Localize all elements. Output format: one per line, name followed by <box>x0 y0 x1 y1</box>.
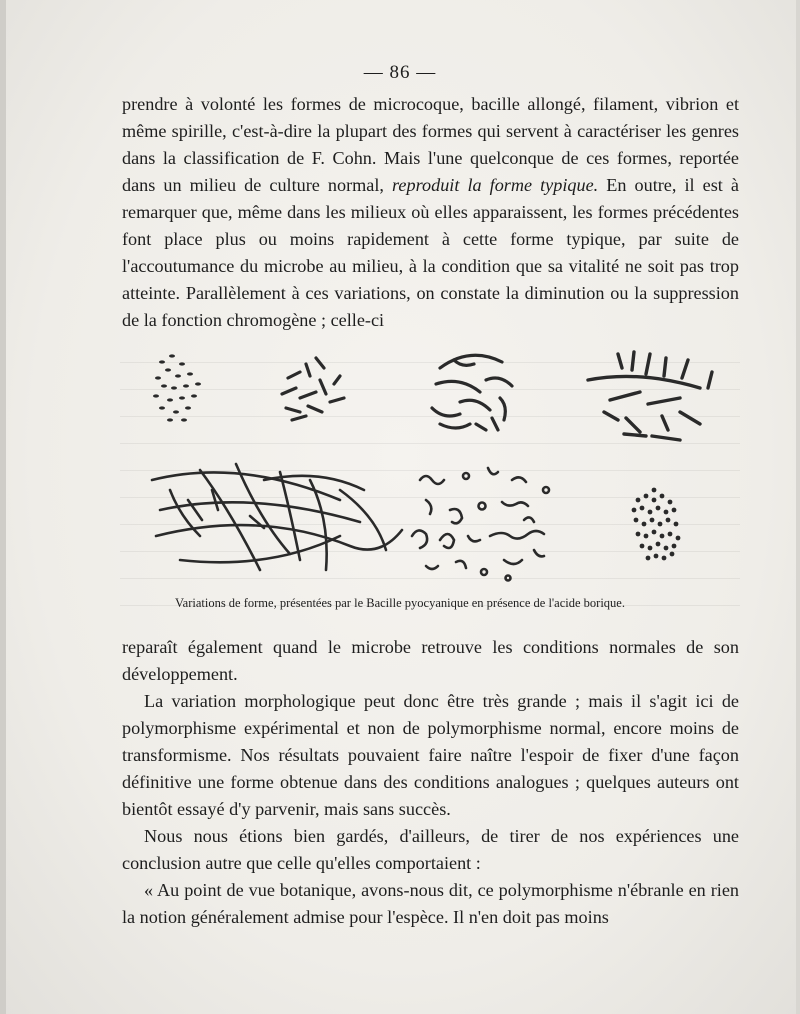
quote-paragraph: « Au point de vue botanique, avons-nous dit, ce polymorphisme n'ébranle en rien la notion généralement admise pour l'espèce. Il n'en doit pas moins <box>122 880 739 927</box>
emphasized-phrase: reproduit la forme typique. <box>392 175 599 195</box>
paragraph-text-start: prendre à volonté les formes de microcoque, bacille allongé, filament, vibrion et même spirille, c'est-à-dire la plupart des formes qui servent à caractériser les genres dans la classification de F. Cohn. Mais l'une quelconque de ces formes, reportée dans un milieu de culture normal, <box>122 94 739 195</box>
paragraph-text-end: En outre, il est à remarquer que, même dans les milieux où elles apparaissent, les formes précédentes font place plus ou moins rapidement à cette forme typique, par suite de l'accoutumance du microbe au milieu, à la condition que sa vitalité ne soit pas trop atteinte. Parallèlement à ces variations, on constate la diminution ou la suppression de la fonction chromogène ; celle-ci <box>122 175 739 330</box>
page-edge-shadow-right <box>796 0 800 1014</box>
vibrio-cluster <box>432 355 512 430</box>
spirilla-cluster <box>412 468 549 581</box>
long-bacilli-cluster <box>588 352 712 440</box>
figure-caption: Variations de forme, présentées par le Bacille pyocyanique en présence de l'acide borique. <box>175 596 625 610</box>
paragraphs-bottom <box>122 634 739 931</box>
paragraph: Nous nous étions bien gardés, d'ailleurs, de tirer de nos expériences une conclusion autre que celle qu'elles comportaient : <box>122 826 739 873</box>
paragraph-top <box>122 91 739 334</box>
short-rod-cluster <box>282 358 344 420</box>
bacteria-figure <box>140 340 740 595</box>
filament-cluster <box>152 464 402 570</box>
page-edge-shadow <box>0 0 6 1014</box>
bacteria-illustration <box>140 340 740 595</box>
dense-micrococcus-cluster <box>632 488 681 561</box>
paragraph: reparaît également quand le microbe retrouve les conditions normales de son développement. <box>122 637 739 684</box>
page-number: — 86 — <box>363 62 437 83</box>
paragraph: La variation morphologique peut donc être très grande ; mais il s'agit ici de polymorphisme expérimental et non de polymorphisme normal, encore moins de transformisme. Nos résultats pouvaient faire naître l'espoir de fixer d'une façon définitive une forme obtenue dans des conditions analogues ; quelques auteurs ont bientôt essayé d'y parvenir, mais sans succès. <box>122 691 739 819</box>
micrococcus-cluster <box>153 354 201 421</box>
